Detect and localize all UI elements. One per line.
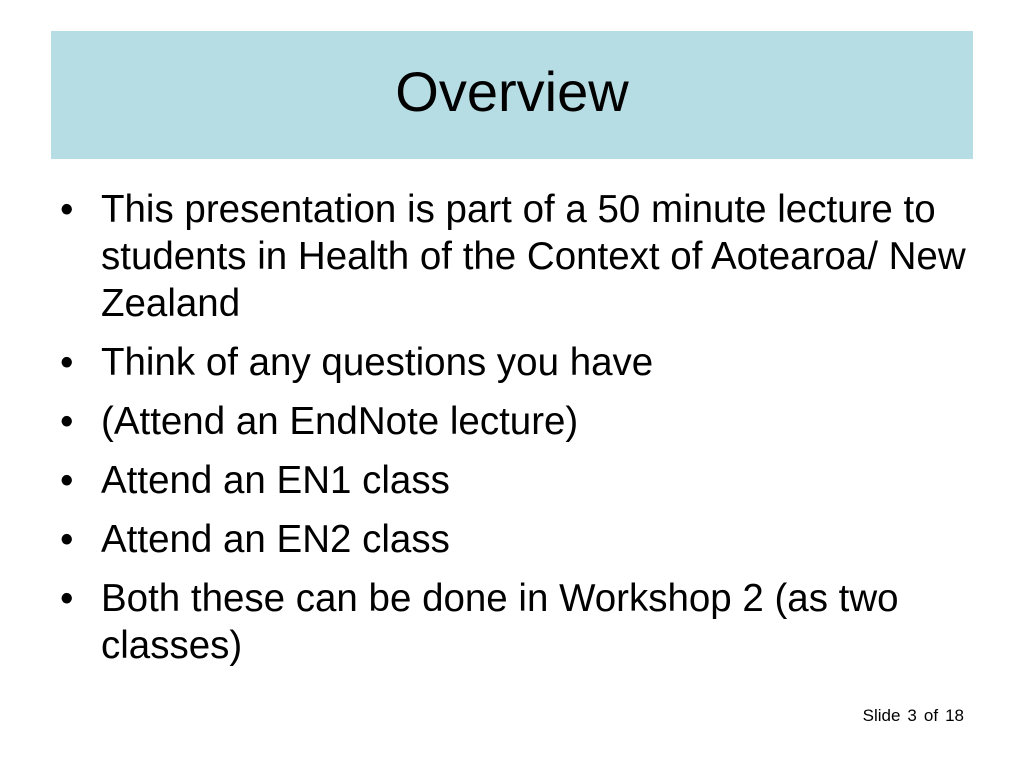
bullet-item: [60, 575, 980, 669]
bullet-text: (Attend an EndNote lecture): [101, 400, 579, 443]
bullet-text: Attend an EN2 class: [101, 518, 450, 561]
bullet-icon: •: [60, 459, 74, 502]
bullet-text: Attend an EN1 class: [101, 459, 450, 502]
bullet-item: [60, 457, 980, 504]
current-slide-number: 3: [907, 706, 917, 725]
of-label: of: [923, 706, 939, 725]
bullet-item: [60, 339, 980, 386]
bullet-text: This presentation is part of a 50 minute lecture to students in Health of the Context of Aotearoa/ New Zealand: [101, 188, 966, 325]
bullet-list: [60, 186, 980, 681]
bullet-item: [60, 186, 980, 327]
bullet-icon: •: [60, 341, 74, 384]
title-bar: [51, 31, 973, 159]
slide-title: Overview: [395, 60, 629, 123]
bullet-item: [60, 398, 980, 445]
bullet-icon: •: [60, 400, 74, 443]
bullet-text: Both these can be done in Workshop 2 (as two classes): [101, 577, 899, 667]
slide-label: Slide: [862, 706, 901, 725]
total-slide-count: 18: [945, 706, 964, 725]
bullet-text: Think of any questions you have: [101, 341, 654, 384]
bullet-icon: •: [60, 188, 74, 231]
bullet-item: [60, 516, 980, 563]
slide-number: [863, 706, 964, 726]
bullet-icon: •: [60, 518, 74, 561]
bullet-icon: •: [60, 577, 74, 620]
